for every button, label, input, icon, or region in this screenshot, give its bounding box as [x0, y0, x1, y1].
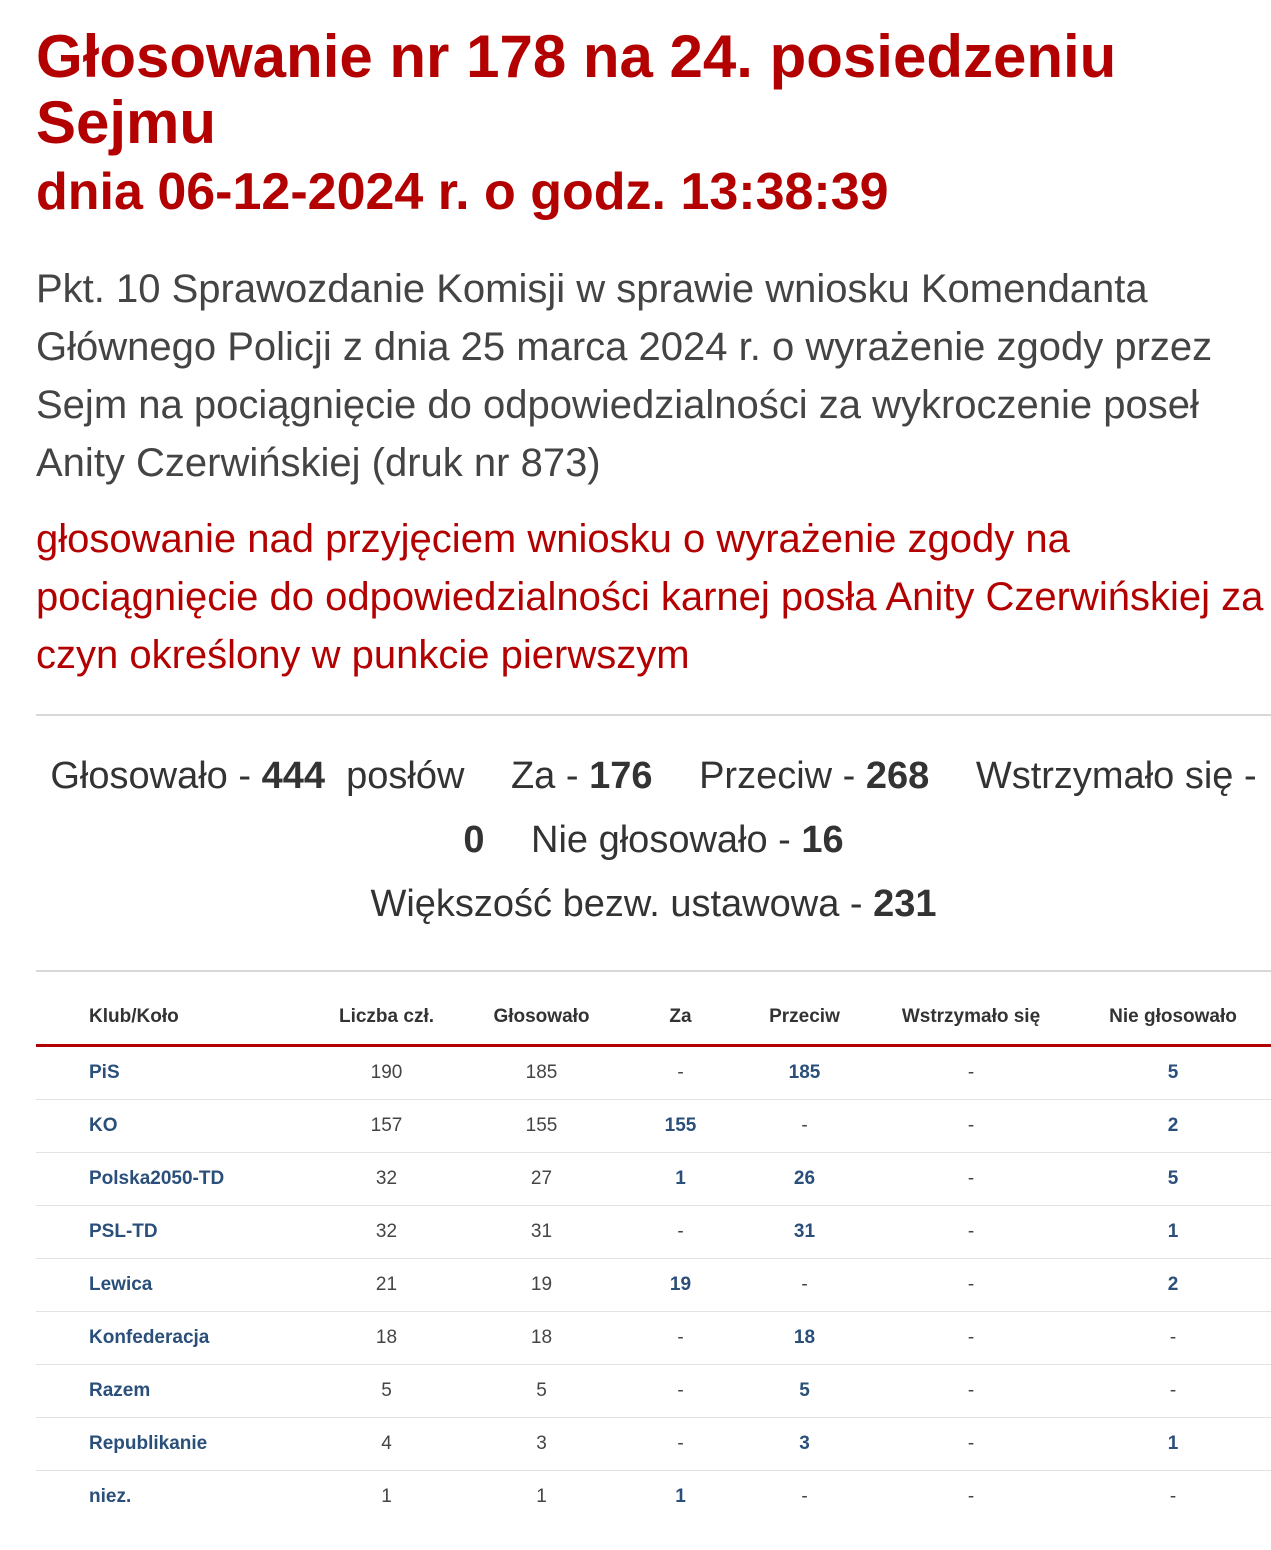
cell-nie-glosowalo: -: [1169, 1486, 1177, 1507]
voted-label: Głosowało -: [50, 755, 262, 797]
cell-przeciw: -: [801, 1486, 808, 1507]
cell-wstrzymalo: -: [867, 1418, 1075, 1471]
cell-wstrzymalo: -: [867, 1046, 1075, 1100]
cell-club-name[interactable]: PiS: [36, 1046, 309, 1100]
cell-nie-glosowalo[interactable]: 5: [1075, 1046, 1271, 1100]
cell-members: 157: [309, 1100, 464, 1153]
cell-za: -: [619, 1365, 742, 1418]
col-members[interactable]: Liczba czł.: [309, 990, 464, 1046]
summary-line-3: [36, 872, 1271, 936]
cell-members: 4: [309, 1418, 464, 1471]
summary-line-1: [36, 744, 1271, 808]
table-row: [36, 1046, 1271, 1100]
cell-voted: 185: [464, 1046, 619, 1100]
cell-nie-glosowalo: -: [1075, 1365, 1271, 1418]
cell-members: 5: [309, 1365, 464, 1418]
cell-voted: 1: [536, 1486, 547, 1507]
agenda-point: Pkt. 10 Sprawozdanie Komisji w sprawie wniosku Komendanta Głównego Policji z dnia 25 marca 2024 r. o wyrażenie zgody przez Sejm na pociągnięcie do odpowiedzialności za wykroczenie poseł Anity Czerwińskiej (druk nr 873): [36, 267, 1213, 485]
table-row: [36, 1259, 1271, 1312]
cell-za: -: [619, 1418, 742, 1471]
cell-przeciw: -: [742, 1100, 867, 1153]
cell-przeciw[interactable]: 26: [742, 1153, 867, 1206]
za-label: Za -: [510, 755, 590, 797]
przeciw-label: Przeciw -: [699, 755, 866, 797]
cell-przeciw[interactable]: 185: [742, 1046, 867, 1100]
cell-wstrzymalo: -: [867, 1100, 1075, 1153]
cell-przeciw[interactable]: 5: [742, 1365, 867, 1418]
cell-voted: 5: [464, 1365, 619, 1418]
col-za[interactable]: Za: [619, 990, 742, 1046]
cell-za: -: [619, 1206, 742, 1259]
wstrzymalo-value: 0: [463, 819, 485, 861]
cell-club-name[interactable]: KO: [36, 1100, 309, 1153]
nie-glosowalo-value: 16: [801, 819, 844, 861]
cell-members: 1: [381, 1486, 392, 1507]
voted-unit: posłów: [346, 755, 465, 797]
cell-voted: 19: [464, 1259, 619, 1312]
cell-members: 21: [309, 1259, 464, 1312]
col-wstrzymalo[interactable]: Wstrzymało się: [867, 990, 1075, 1046]
cell-wstrzymalo: -: [867, 1153, 1075, 1206]
cell-club-name[interactable]: Razem: [36, 1365, 309, 1418]
cell-nie-glosowalo[interactable]: 1: [1075, 1418, 1271, 1471]
cell-voted: 155: [464, 1100, 619, 1153]
table-header-row: [36, 990, 1271, 1046]
cell-za: -: [619, 1312, 742, 1365]
page-title: Głosowanie nr 178 na 24. posiedzeniu Sejmu: [36, 23, 1117, 156]
przeciw-value: 268: [865, 755, 930, 797]
table-row: [36, 1100, 1271, 1153]
za-value: 176: [589, 755, 653, 797]
table-row: [36, 1418, 1271, 1471]
col-club[interactable]: Klub/Koło: [36, 990, 309, 1046]
table-row: [36, 1471, 1271, 1524]
cell-wstrzymalo: -: [867, 1206, 1075, 1259]
cell-voted: 3: [464, 1418, 619, 1471]
voted-value: 444: [261, 755, 325, 797]
cell-club-name[interactable]: Polska2050-TD: [36, 1153, 309, 1206]
cell-voted: 31: [464, 1206, 619, 1259]
cell-nie-glosowalo[interactable]: 2: [1075, 1100, 1271, 1153]
summary-line-2: [36, 808, 1271, 872]
cell-members: 32: [309, 1153, 464, 1206]
table-row: [36, 1312, 1271, 1365]
wstrzymalo-label: Wstrzymało się -: [975, 755, 1257, 797]
cell-club-name[interactable]: niez.: [89, 1486, 132, 1507]
club-results-table: [36, 990, 1271, 1523]
table-row: [36, 1153, 1271, 1206]
page: [36, 0, 1271, 1523]
cell-members: 190: [309, 1046, 464, 1100]
nie-glosowalo-label: Nie głosowało -: [531, 819, 802, 861]
cell-za[interactable]: 155: [619, 1100, 742, 1153]
cell-voted: 27: [464, 1153, 619, 1206]
vote-date: dnia 06-12-2024 r. o godz. 13:38:39: [36, 163, 889, 221]
cell-nie-glosowalo[interactable]: 1: [1075, 1206, 1271, 1259]
vote-subject: głosowanie nad przyjęciem wniosku o wyrażenie zgody na pociągnięcie do odpowiedzialności karnej posła Anity Czerwińskiej za czyn określony w punkcie pierwszym: [36, 517, 1264, 677]
cell-wstrzymalo: -: [967, 1486, 975, 1507]
divider: [36, 714, 1271, 716]
cell-nie-glosowalo[interactable]: 2: [1075, 1259, 1271, 1312]
cell-za[interactable]: 19: [619, 1259, 742, 1312]
cell-za[interactable]: 1: [675, 1486, 686, 1507]
majority-label: Większość bezw. ustawowa -: [370, 883, 874, 925]
col-voted[interactable]: Głosowało: [464, 990, 619, 1046]
col-przeciw[interactable]: Przeciw: [742, 990, 867, 1046]
divider: [36, 970, 1271, 972]
cell-wstrzymalo: -: [867, 1365, 1075, 1418]
vote-summary: [36, 744, 1271, 936]
table-body: [36, 1046, 1271, 1524]
cell-club-name[interactable]: Lewica: [36, 1259, 309, 1312]
cell-przeciw[interactable]: 18: [742, 1312, 867, 1365]
col-nie-glosowalo[interactable]: Nie głosowało: [1075, 990, 1271, 1046]
cell-wstrzymalo: -: [867, 1312, 1075, 1365]
cell-members: 32: [309, 1206, 464, 1259]
cell-przeciw[interactable]: 31: [742, 1206, 867, 1259]
cell-nie-glosowalo[interactable]: 5: [1075, 1153, 1271, 1206]
cell-nie-glosowalo: -: [1075, 1312, 1271, 1365]
cell-za: -: [619, 1046, 742, 1100]
table-row: [36, 1365, 1271, 1418]
cell-za[interactable]: 1: [619, 1153, 742, 1206]
cell-club-name[interactable]: PSL-TD: [36, 1206, 309, 1259]
cell-club-name[interactable]: Republikanie: [36, 1418, 309, 1471]
cell-przeciw: -: [742, 1259, 867, 1312]
cell-przeciw[interactable]: 3: [742, 1418, 867, 1471]
cell-members: 18: [309, 1312, 464, 1365]
table-row: [36, 1206, 1271, 1259]
majority-value: 231: [873, 883, 937, 925]
cell-voted: 18: [464, 1312, 619, 1365]
cell-club-name[interactable]: Konfederacja: [36, 1312, 309, 1365]
cell-wstrzymalo: -: [867, 1259, 1075, 1312]
